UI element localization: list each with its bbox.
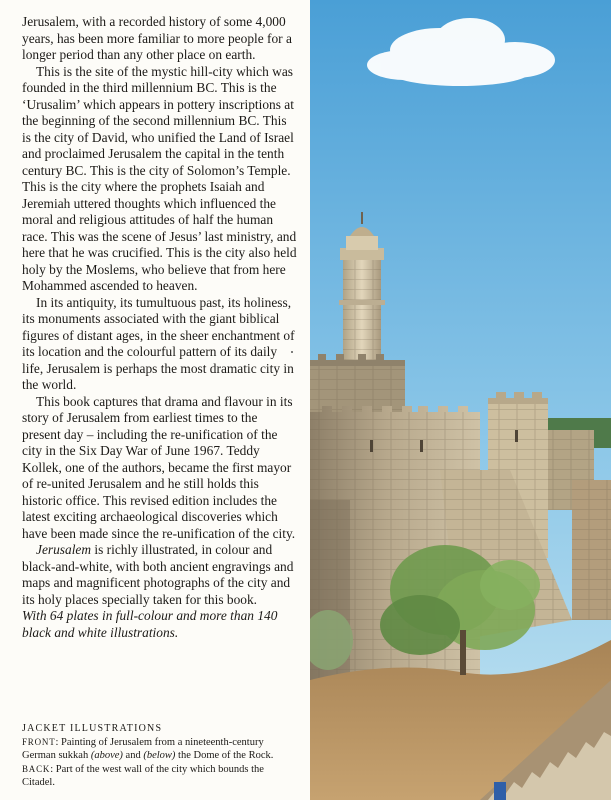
front-below: (below): [143, 750, 176, 761]
front-above: (above): [90, 750, 123, 761]
paragraph-antiquity: In its antiquity, its tumultuous past, its holiness, its monuments associated with the giant biblical figures of distant ages, in the sheer enchantment of its location and the colourful pattern of its daily life, Jerusalem is perhaps the most dramatic city in the world.: [22, 294, 295, 392]
paragraph-illustrated: [22, 542, 298, 608]
back-label: BACK: [22, 763, 51, 774]
plates-note: With 64 plates in full-colour and more than 140 black and white illustrations.: [22, 608, 278, 640]
front-label: FRONT: [22, 736, 56, 747]
back-text: : Part of the west wall of the city which bounds the Citadel.: [22, 763, 264, 788]
front-text-3: the Dome of the Rock.: [175, 750, 274, 761]
blurb: [22, 14, 298, 641]
book-title: Jerusalem: [36, 542, 92, 557]
illustrated-text: is richly illustrated, in colour and black-and-white, with both ancient engravings and maps and magnificent photographs of the city and its holy places specially taken for this book.: [22, 542, 294, 607]
paragraph-intro: Jerusalem, with a recorded history of some 4,000 years, has been more familiar to more people for a longer period than any other place on earth.: [22, 14, 292, 62]
jacket-heading: JACKET ILLUSTRATIONS: [22, 723, 163, 734]
front-text-2: and: [122, 750, 144, 761]
citadel-photo-illustration: [310, 0, 611, 800]
citadel-photograph: [310, 0, 611, 800]
jacket-caption: [22, 736, 298, 790]
jacket-credits: [22, 722, 298, 790]
front-text-1: : Painting of Jerusalem from a nineteenth-century German sukkah: [22, 736, 264, 761]
paragraph-history: This is the site of the mystic hill-city which was founded in the third millennium BC. This is the ‘Urusalim’ which appears in pottery inscriptions at the beginning of the second millennium BC. This is the city of David, who unified the Land of Israel and proclaimed Jerusalem the capital in the tenth century BC. This is the city of Solomon’s Temple. This is the city where the prophets Isaiah and Jeremiah uttered thoughts which influenced the moral and religious attitudes of half the human race. This was the scene of Jesus’ last ministry, and here that he was crucified. This is the city also held holy by the Moslems, who believe that from here Mohammed ascended to heaven.: [22, 63, 297, 293]
paragraph-book: This book captures that drama and flavour in its story of Jerusalem from earliest times to the present day – including the re-unification of the city in the Six Day War of June 1967. Teddy Kollek, one of the authors, became the first mayor of re-united Jerusalem and he still holds this historic office. This revised edition includes the latest exciting archaeological discoveries which have been made since the re-unification of the city.: [22, 393, 296, 541]
print-speck: [291, 351, 293, 353]
